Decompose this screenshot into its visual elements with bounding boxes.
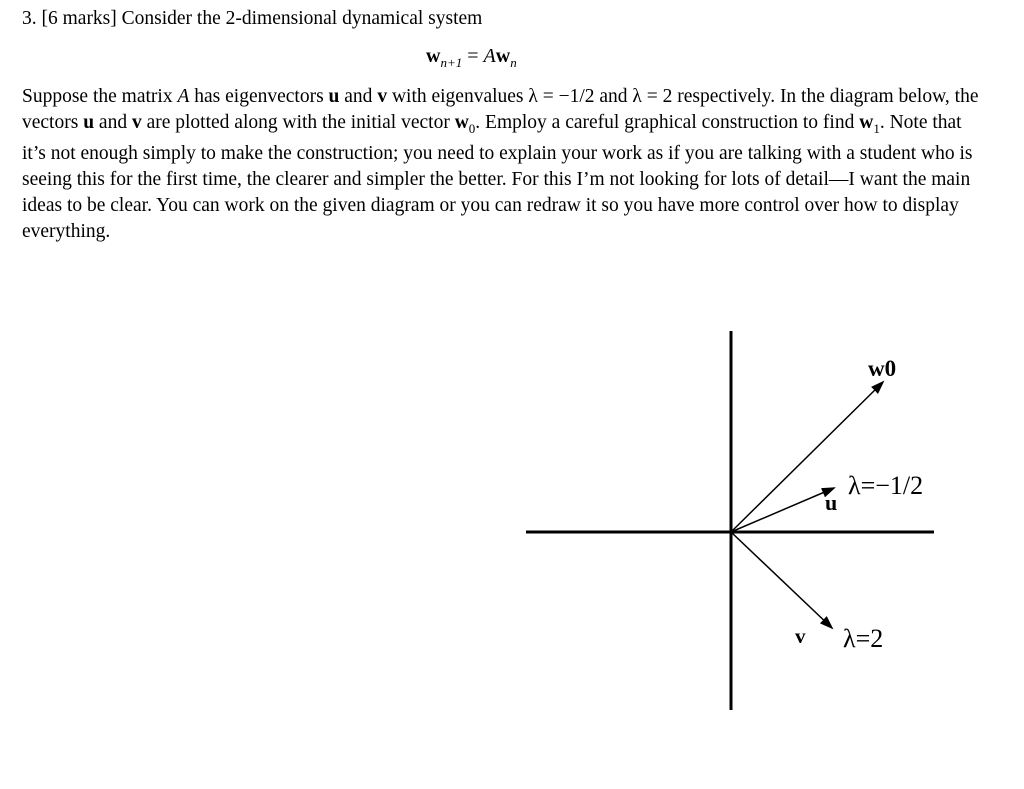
vector-w0-arrow bbox=[731, 382, 883, 532]
text-part: and bbox=[339, 86, 378, 107]
label-w0: w0 bbox=[868, 356, 897, 381]
vector-v-arrow bbox=[731, 532, 832, 628]
text-w1-sub: 1 bbox=[873, 120, 880, 136]
text-vector-w0: w bbox=[454, 111, 469, 133]
text-vector-w1: w bbox=[859, 111, 874, 133]
eq-rhs-var: w bbox=[495, 45, 511, 67]
eq-lhs-var: w bbox=[426, 45, 441, 67]
label-eigenvalue-u: λ=−1/2 bbox=[848, 471, 924, 500]
text-part: Suppose the matrix bbox=[22, 86, 178, 107]
text-part: . Employ a careful graphical construction to find bbox=[475, 111, 860, 133]
eq-matrix: A bbox=[483, 45, 496, 67]
eq-rhs-sub: n bbox=[510, 55, 517, 70]
label-eigenvalue-v: λ=2 bbox=[843, 624, 884, 653]
text-part: are plotted along with the initial vector bbox=[141, 111, 455, 133]
text-matrix: A bbox=[177, 86, 190, 107]
text-part: . Note that it’s not enough simply to make the construction; you need to explain your work as if you are talking with a student who is seeing this for the first time, the clearer and simpler the better. For this I’m not looking for lots of detail—I want the main ideas to be clear. You can work on the given diagram or you can redraw it so you have more control over how to display everything. bbox=[22, 111, 973, 242]
text-part: and bbox=[94, 111, 132, 133]
label-u: u bbox=[825, 490, 838, 515]
text-vector-u: u bbox=[328, 86, 340, 107]
text-part: with eigenvalues λ = −1/2 and λ = 2 respectively. In the diagram below, the vectors bbox=[22, 86, 979, 133]
eq-equals: = bbox=[467, 45, 479, 67]
text-vector-u: u bbox=[83, 111, 95, 133]
question-heading: 3. [6 marks] Consider the 2-dimensional dynamical system bbox=[22, 8, 483, 29]
text-vector-v: v bbox=[377, 86, 388, 107]
text-part: has eigenvectors bbox=[189, 86, 329, 107]
eq-lhs-sub: n+1 bbox=[440, 55, 463, 70]
vector-u-arrow bbox=[731, 488, 834, 532]
text-vector-v: v bbox=[131, 111, 142, 133]
text-w0-sub: 0 bbox=[468, 120, 476, 136]
label-v: v bbox=[795, 624, 806, 648]
